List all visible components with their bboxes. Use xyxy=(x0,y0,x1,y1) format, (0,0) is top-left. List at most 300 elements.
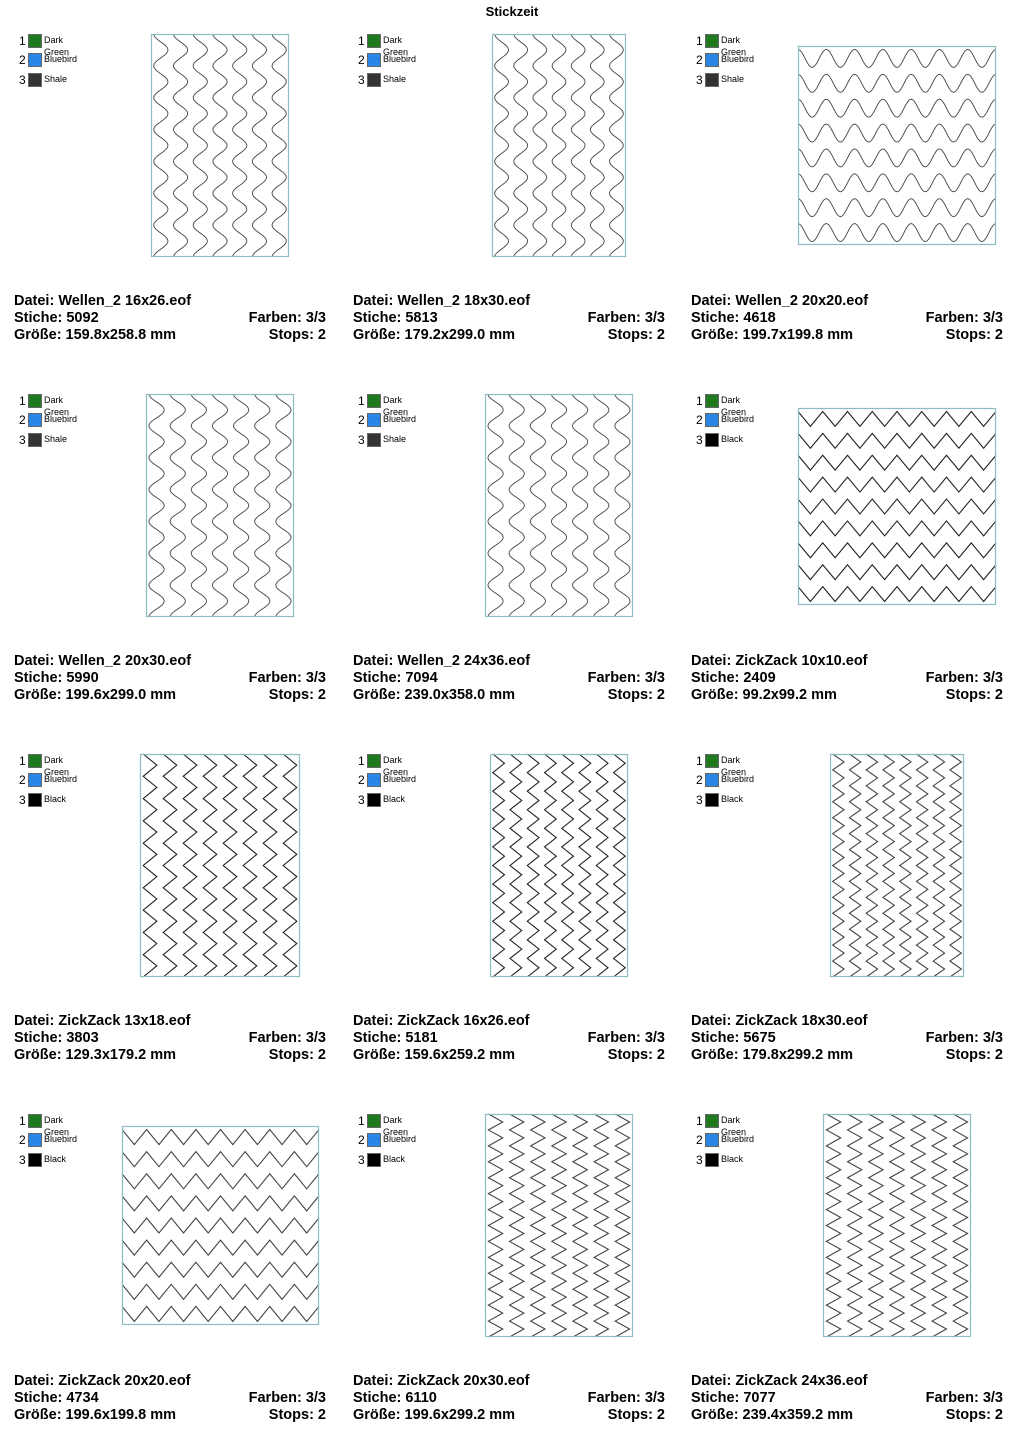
stitch-line xyxy=(510,1114,524,1337)
stitch-line xyxy=(552,1114,566,1337)
stitch-count: Stiche: 5813 xyxy=(353,310,438,326)
stitch-line xyxy=(122,1262,319,1277)
legend-number: 1 xyxy=(19,394,26,408)
stop-count: Stops: 2 xyxy=(607,687,665,703)
file-name: Datei: ZickZack 10x10.eof xyxy=(691,653,868,669)
size-row xyxy=(353,327,665,344)
stitch-count: Stiche: 5181 xyxy=(353,1030,438,1046)
stitch-line xyxy=(798,455,996,470)
design-outline xyxy=(152,35,289,257)
stitch-line xyxy=(173,34,187,257)
file-name: Datei: ZickZack 13x18.eof xyxy=(14,1013,191,1029)
design-card xyxy=(353,1108,673,1438)
stitch-line xyxy=(493,754,505,977)
design-size: Größe: 129.3x179.2 mm xyxy=(14,1047,177,1063)
stitch-line xyxy=(562,754,574,977)
file-row xyxy=(691,653,1003,670)
color-count: Farben: 3/3 xyxy=(248,1030,326,1046)
color-count: Farben: 3/3 xyxy=(925,310,1003,326)
design-outline xyxy=(799,409,996,605)
legend-color-name: Dark Green xyxy=(721,1115,747,1137)
legend-number: 3 xyxy=(696,792,703,807)
stitch-line xyxy=(122,1218,319,1233)
legend-number: 1 xyxy=(19,1114,26,1128)
file-name: Datei: Wellen_2 20x30.eof xyxy=(14,653,192,669)
file-row xyxy=(691,1013,1003,1030)
legend-color-name: Dark Green xyxy=(44,1115,70,1137)
design-info xyxy=(691,1013,1003,1064)
design-size: Größe: 99.2x99.2 mm xyxy=(691,687,837,703)
legend-color-name: Dark Green xyxy=(383,1115,409,1137)
legend-color-name: Black xyxy=(721,433,744,444)
stitch-line xyxy=(154,34,168,257)
stitch-line xyxy=(552,34,566,257)
stitch-line xyxy=(798,74,996,92)
legend-color-name: Shale xyxy=(44,433,68,444)
legend-color-name: Bluebird xyxy=(721,774,755,785)
legend-number: 2 xyxy=(696,773,703,788)
stitch-line xyxy=(798,49,996,67)
legend-color-name: Dark Green xyxy=(721,755,747,777)
stitches-row xyxy=(691,310,1003,327)
stitch-line xyxy=(183,754,197,977)
design-info xyxy=(14,1373,326,1424)
color-swatch xyxy=(705,73,719,87)
legend-color-name: Black xyxy=(383,1153,406,1164)
stitch-line xyxy=(514,34,528,257)
stitch-line xyxy=(488,1114,502,1337)
design-card xyxy=(691,388,1011,718)
file-name: Datei: Wellen_2 18x30.eof xyxy=(353,293,531,309)
stitch-line xyxy=(122,1196,319,1211)
color-swatch xyxy=(28,53,42,67)
stitch-line xyxy=(283,754,297,977)
color-swatch xyxy=(705,1153,719,1167)
color-swatch xyxy=(705,793,719,807)
stitch-line xyxy=(488,394,503,617)
color-count: Farben: 3/3 xyxy=(587,670,665,686)
legend-number: 1 xyxy=(358,34,365,48)
legend-color-name: Bluebird xyxy=(383,54,417,65)
stop-count: Stops: 2 xyxy=(268,687,326,703)
legend-color-name: Bluebird xyxy=(44,54,78,65)
stitch-line xyxy=(545,754,557,977)
design-card xyxy=(14,748,334,1078)
legend-number: 3 xyxy=(696,1152,703,1167)
legend-color-name: Black xyxy=(44,793,67,804)
size-row xyxy=(14,687,326,704)
color-swatch xyxy=(28,793,42,807)
file-name: Datei: ZickZack 18x30.eof xyxy=(691,1013,868,1029)
design-info xyxy=(353,1013,665,1064)
legend-number: 1 xyxy=(19,34,26,48)
stitch-line xyxy=(798,174,996,192)
color-swatch xyxy=(705,53,719,67)
color-count: Farben: 3/3 xyxy=(248,1390,326,1406)
size-row xyxy=(353,1047,665,1064)
stitch-line xyxy=(234,394,249,617)
legend-number: 2 xyxy=(19,773,26,788)
stitch-line xyxy=(122,1130,319,1145)
design-preview xyxy=(122,1126,319,1325)
size-row xyxy=(353,1407,665,1424)
stitch-line xyxy=(213,34,227,257)
design-info xyxy=(14,653,326,704)
design-card xyxy=(691,748,1011,1078)
stitch-line xyxy=(798,587,996,602)
legend-color-name: Dark Green xyxy=(721,395,747,417)
stitch-count: Stiche: 7077 xyxy=(691,1390,776,1406)
stitch-line xyxy=(950,754,961,977)
color-swatch xyxy=(28,1114,42,1128)
design-outline xyxy=(147,395,294,617)
stitch-line xyxy=(866,754,877,977)
color-count: Farben: 3/3 xyxy=(587,310,665,326)
stitch-line xyxy=(509,394,524,617)
size-row xyxy=(14,327,326,344)
design-card xyxy=(14,388,334,718)
file-name: Datei: Wellen_2 16x26.eof xyxy=(14,293,192,309)
stitch-line xyxy=(579,754,591,977)
color-swatch xyxy=(28,394,42,408)
stitch-count: Stiche: 7094 xyxy=(353,670,438,686)
legend-number: 3 xyxy=(19,792,26,807)
file-row xyxy=(691,1373,1003,1390)
color-swatch xyxy=(28,413,42,427)
legend-color-name: Dark Green xyxy=(44,35,70,57)
stitch-line xyxy=(495,34,509,257)
design-info xyxy=(353,653,665,704)
legend-number: 2 xyxy=(358,773,365,788)
design-size: Größe: 199.6x299.0 mm xyxy=(14,687,177,703)
stitch-line xyxy=(122,1306,319,1321)
design-preview xyxy=(140,754,300,977)
stitch-line xyxy=(243,754,257,977)
legend-number: 1 xyxy=(358,394,365,408)
design-size: Größe: 199.6x299.2 mm xyxy=(353,1407,516,1423)
file-row xyxy=(14,293,326,310)
color-count: Farben: 3/3 xyxy=(925,1390,1003,1406)
stitch-line xyxy=(596,754,608,977)
legend-number: 2 xyxy=(19,1133,26,1148)
size-row xyxy=(691,1047,1003,1064)
stitch-line xyxy=(573,394,588,617)
stitch-count: Stiche: 2409 xyxy=(691,670,776,686)
stitch-line xyxy=(890,1114,904,1337)
file-row xyxy=(14,1373,326,1390)
file-name: Datei: ZickZack 16x26.eof xyxy=(353,1013,530,1029)
design-preview xyxy=(823,1114,971,1337)
design-info xyxy=(691,293,1003,344)
stitch-line xyxy=(143,754,157,977)
stitches-row xyxy=(14,310,326,327)
design-outline xyxy=(831,755,964,977)
stitch-line xyxy=(869,1114,883,1337)
stop-count: Stops: 2 xyxy=(945,1047,1003,1063)
color-swatch xyxy=(28,34,42,48)
legend-number: 3 xyxy=(19,72,26,87)
design-outline xyxy=(486,1115,633,1337)
legend-number: 1 xyxy=(696,394,703,408)
stitch-line xyxy=(911,1114,925,1337)
file-name: Datei: Wellen_2 20x20.eof xyxy=(691,293,869,309)
legend-color-name: Bluebird xyxy=(44,774,78,785)
stitches-row xyxy=(14,670,326,687)
design-card xyxy=(353,28,673,358)
size-row xyxy=(14,1047,326,1064)
color-swatch xyxy=(705,394,719,408)
design-preview xyxy=(146,394,294,617)
file-row xyxy=(14,653,326,670)
stitch-line xyxy=(122,1240,319,1255)
design-preview xyxy=(485,394,633,617)
stitch-line xyxy=(531,1114,545,1337)
legend-number: 1 xyxy=(358,754,365,768)
design-info xyxy=(691,653,1003,704)
legend-color-name: Bluebird xyxy=(721,1134,755,1145)
stop-count: Stops: 2 xyxy=(945,1407,1003,1423)
stitch-count: Stiche: 4618 xyxy=(691,310,776,326)
file-row xyxy=(14,1013,326,1030)
legend-number: 2 xyxy=(358,53,365,68)
size-row xyxy=(14,1407,326,1424)
design-info xyxy=(14,293,326,344)
design-preview xyxy=(798,46,996,245)
color-swatch xyxy=(705,1114,719,1128)
stitch-line xyxy=(798,199,996,217)
design-size: Größe: 159.6x259.2 mm xyxy=(353,1047,516,1063)
stitch-line xyxy=(163,754,177,977)
color-swatch xyxy=(28,73,42,87)
design-preview xyxy=(485,1114,633,1337)
color-swatch xyxy=(705,754,719,768)
stitch-line xyxy=(233,34,247,257)
legend-color-name: Dark Green xyxy=(721,35,747,57)
stitch-line xyxy=(203,754,217,977)
color-swatch xyxy=(367,394,381,408)
design-outline xyxy=(799,47,996,245)
stitch-count: Stiche: 3803 xyxy=(14,1030,99,1046)
legend-number: 2 xyxy=(696,413,703,428)
design-preview xyxy=(798,408,996,605)
stitch-line xyxy=(916,754,927,977)
legend-number: 3 xyxy=(358,72,365,87)
stitch-line xyxy=(122,1174,319,1189)
design-info xyxy=(691,1373,1003,1424)
legend-number: 2 xyxy=(358,413,365,428)
stop-count: Stops: 2 xyxy=(268,1047,326,1063)
color-swatch xyxy=(28,1133,42,1147)
file-row xyxy=(353,1373,665,1390)
legend-color-name: Bluebird xyxy=(721,54,755,65)
color-swatch xyxy=(367,754,381,768)
stitch-line xyxy=(573,1114,587,1337)
stitch-line xyxy=(527,754,539,977)
design-card xyxy=(691,1108,1011,1438)
color-swatch xyxy=(367,34,381,48)
stop-count: Stops: 2 xyxy=(607,1407,665,1423)
design-info xyxy=(353,1373,665,1424)
color-count: Farben: 3/3 xyxy=(587,1030,665,1046)
color-count: Farben: 3/3 xyxy=(248,670,326,686)
stop-count: Stops: 2 xyxy=(607,1047,665,1063)
legend-number: 2 xyxy=(696,1133,703,1148)
stitch-count: Stiche: 5092 xyxy=(14,310,99,326)
legend-color-name: Bluebird xyxy=(44,414,78,425)
stop-count: Stops: 2 xyxy=(945,327,1003,343)
legend-number: 1 xyxy=(696,754,703,768)
stitch-line xyxy=(798,412,996,427)
file-row xyxy=(353,653,665,670)
size-row xyxy=(691,1407,1003,1424)
stitches-row xyxy=(353,310,665,327)
legend-color-name: Dark Green xyxy=(383,755,409,777)
stitch-line xyxy=(933,754,944,977)
color-count: Farben: 3/3 xyxy=(925,670,1003,686)
color-swatch xyxy=(28,773,42,787)
stitch-line xyxy=(798,565,996,580)
file-name: Datei: ZickZack 20x30.eof xyxy=(353,1373,530,1389)
legend-color-name: Black xyxy=(721,793,744,804)
color-swatch xyxy=(28,433,42,447)
design-preview xyxy=(151,34,289,257)
stitches-row xyxy=(353,1030,665,1047)
legend-number: 2 xyxy=(696,53,703,68)
legend-color-name: Dark Green xyxy=(44,755,70,777)
stitch-line xyxy=(798,99,996,117)
stitch-count: Stiche: 5675 xyxy=(691,1030,776,1046)
design-size: Größe: 179.2x299.0 mm xyxy=(353,327,516,343)
size-row xyxy=(691,687,1003,704)
color-swatch xyxy=(705,773,719,787)
stop-count: Stops: 2 xyxy=(268,1407,326,1423)
color-count: Farben: 3/3 xyxy=(925,1030,1003,1046)
file-name: Datei: ZickZack 20x20.eof xyxy=(14,1373,191,1389)
stitch-line xyxy=(263,754,277,977)
color-swatch xyxy=(367,73,381,87)
design-outline xyxy=(486,395,633,617)
legend-number: 3 xyxy=(358,792,365,807)
design-outline xyxy=(824,1115,971,1337)
stitches-row xyxy=(691,670,1003,687)
stitch-line xyxy=(590,34,604,257)
design-info xyxy=(14,1013,326,1064)
stitch-line xyxy=(122,1284,319,1299)
legend-number: 2 xyxy=(19,413,26,428)
stop-count: Stops: 2 xyxy=(607,327,665,343)
stitch-line xyxy=(798,499,996,514)
stitch-line xyxy=(571,34,585,257)
design-outline xyxy=(493,35,626,257)
color-count: Farben: 3/3 xyxy=(248,310,326,326)
legend-color-name: Shale xyxy=(44,73,68,84)
stitches-row xyxy=(691,1390,1003,1407)
color-swatch xyxy=(705,433,719,447)
design-card xyxy=(14,1108,334,1438)
color-swatch xyxy=(367,1114,381,1128)
file-row xyxy=(353,1013,665,1030)
design-size: Größe: 239.4x359.2 mm xyxy=(691,1407,854,1423)
legend-number: 2 xyxy=(19,53,26,68)
design-info xyxy=(353,293,665,344)
size-row xyxy=(353,687,665,704)
stitch-count: Stiche: 5990 xyxy=(14,670,99,686)
legend-color-name: Dark Green xyxy=(383,35,409,57)
stitch-line xyxy=(614,754,626,977)
stitch-line xyxy=(798,124,996,142)
design-card xyxy=(353,748,673,1078)
stitch-line xyxy=(533,34,547,257)
legend-color-name: Dark Green xyxy=(44,395,70,417)
legend-color-name: Dark Green xyxy=(383,395,409,417)
stitch-line xyxy=(594,394,609,617)
stitch-line xyxy=(122,1152,319,1167)
file-row xyxy=(691,293,1003,310)
legend-color-name: Shale xyxy=(721,73,745,84)
stitch-line xyxy=(900,754,911,977)
stitch-line xyxy=(849,754,860,977)
stitches-row xyxy=(353,670,665,687)
stitch-line xyxy=(826,1114,840,1337)
design-card xyxy=(353,388,673,718)
stop-count: Stops: 2 xyxy=(268,327,326,343)
stitch-line xyxy=(798,433,996,448)
stitch-line xyxy=(149,394,164,617)
page-title: Stickzeit xyxy=(485,4,539,19)
stitch-line xyxy=(255,394,270,617)
stitch-line xyxy=(848,1114,862,1337)
design-preview xyxy=(492,34,626,257)
file-row xyxy=(353,293,665,310)
stitch-line xyxy=(883,754,894,977)
legend-number: 3 xyxy=(358,1152,365,1167)
legend-number: 1 xyxy=(358,1114,365,1128)
stitch-line xyxy=(510,754,522,977)
size-row xyxy=(691,327,1003,344)
stitch-line xyxy=(932,1114,946,1337)
legend-color-name: Black xyxy=(383,793,406,804)
design-size: Größe: 239.0x358.0 mm xyxy=(353,687,516,703)
design-size: Größe: 179.8x299.2 mm xyxy=(691,1047,854,1063)
color-swatch xyxy=(367,793,381,807)
stitches-row xyxy=(353,1390,665,1407)
legend-number: 3 xyxy=(19,1152,26,1167)
legend-color-name: Bluebird xyxy=(383,414,417,425)
stitch-line xyxy=(212,394,227,617)
design-card xyxy=(691,28,1011,358)
legend-color-name: Bluebird xyxy=(383,1134,417,1145)
stitch-line xyxy=(610,34,624,257)
legend-number: 1 xyxy=(19,754,26,768)
stitch-line xyxy=(833,754,844,977)
color-swatch xyxy=(367,433,381,447)
stitch-line xyxy=(170,394,185,617)
stitch-line xyxy=(798,477,996,492)
stitch-line xyxy=(252,34,266,257)
stitches-row xyxy=(14,1030,326,1047)
color-swatch xyxy=(28,754,42,768)
stitch-line xyxy=(798,521,996,536)
color-swatch xyxy=(367,53,381,67)
stitch-line xyxy=(953,1114,967,1337)
legend-number: 3 xyxy=(358,432,365,447)
stitches-row xyxy=(691,1030,1003,1047)
color-swatch xyxy=(28,1153,42,1167)
stitch-line xyxy=(272,34,286,257)
stitch-count: Stiche: 6110 xyxy=(353,1390,437,1406)
design-preview xyxy=(830,754,964,977)
design-preview xyxy=(490,754,628,977)
